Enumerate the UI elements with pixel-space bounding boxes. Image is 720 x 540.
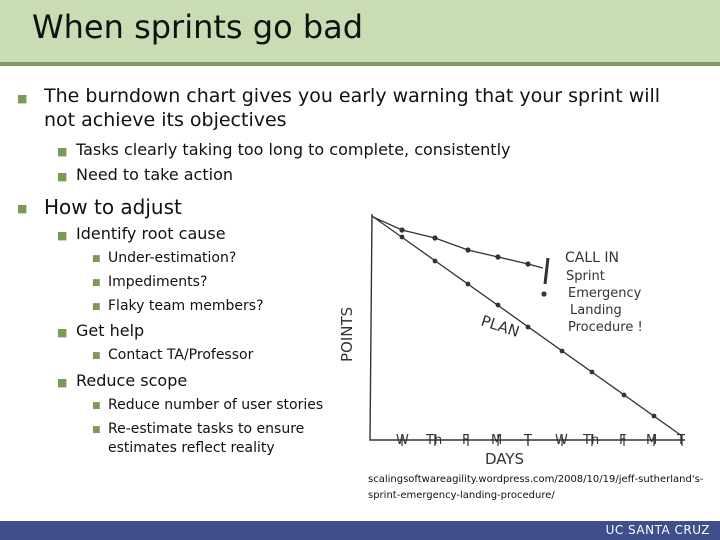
y-axis-label: POINTS — [338, 306, 356, 362]
bullet-square-icon: ■ — [57, 229, 68, 242]
bullet-square-icon: ■ — [57, 376, 68, 389]
bullet-burndown-warning: The burndown chart gives you early warning that your sprint will not achieve its objectives — [44, 85, 661, 131]
plan-label: PLAN — [478, 311, 522, 341]
sub-bullet-identify-root-cause: Identify root cause — [76, 224, 226, 243]
bullet-square-icon: ■ — [57, 145, 68, 158]
plan-point — [652, 414, 657, 419]
actual-line — [373, 217, 543, 268]
plan-point — [466, 282, 471, 287]
item-flaky-team: Flaky team members? — [108, 298, 264, 314]
actual-point — [432, 235, 437, 240]
plan-point — [622, 393, 627, 398]
item-under-estimation: Under-estimation? — [108, 250, 237, 266]
sub-bullet-take-action: Need to take action — [76, 165, 233, 184]
note-line-1: CALL IN — [565, 250, 620, 266]
day-label: Th — [426, 433, 443, 448]
bullet-square-icon: ■ — [92, 425, 101, 435]
item-reduce-stories: Reduce number of user stories — [108, 397, 324, 413]
actual-points — [399, 227, 530, 266]
actual-point — [495, 254, 500, 259]
bullet-how-to-adjust: How to adjust — [44, 195, 182, 219]
actual-point — [399, 227, 404, 232]
day-label: W — [396, 433, 409, 448]
plan-point — [560, 349, 565, 354]
note-line-4: Landing — [570, 303, 622, 318]
bullet-square-icon: ■ — [92, 351, 101, 361]
day-label: F — [619, 433, 627, 448]
day-label: T — [677, 433, 685, 448]
exclamation-dot — [541, 291, 546, 296]
bullet-square-icon: ■ — [17, 92, 28, 105]
day-label: M — [646, 433, 658, 448]
plan-point — [400, 235, 405, 240]
footer-bar — [0, 521, 720, 540]
burndown-sketch-svg — [340, 200, 712, 470]
day-label: F — [462, 433, 470, 448]
bullet-square-icon: ■ — [92, 254, 101, 264]
bullet-square-icon: ■ — [57, 170, 68, 183]
day-label: T — [524, 433, 532, 448]
slide-title: When sprints go bad — [32, 8, 364, 46]
bullet-square-icon: ■ — [92, 302, 101, 312]
sub-bullet-tasks-too-long: Tasks clearly taking too long to complete, consistently — [76, 140, 511, 159]
note-line-2: Sprint — [566, 269, 605, 284]
day-label: W — [555, 433, 568, 448]
note-line-5: Procedure ! — [568, 320, 643, 335]
bullet-square-icon: ■ — [92, 278, 101, 288]
sub-bullet-get-help: Get help — [76, 321, 145, 340]
image-credit: scalingsoftwareagility.wordpress.com/2008/10/19/jeff-sutherland's-sprint-emergency-landing-procedure/ — [368, 474, 704, 501]
bullet-square-icon: ■ — [17, 202, 28, 215]
burndown-sketch — [340, 200, 712, 470]
bullet-square-icon: ■ — [57, 326, 68, 339]
x-axis-label: DAYS — [485, 450, 525, 468]
actual-point — [465, 247, 470, 252]
day-label: Th — [583, 433, 600, 448]
plan-point — [496, 303, 501, 308]
item-contact-ta: Contact TA/Professor — [108, 347, 254, 363]
title-rule — [0, 62, 720, 66]
plan-point — [590, 370, 595, 375]
title-bar — [0, 0, 720, 62]
exclamation-icon — [545, 258, 548, 284]
bullet-square-icon: ■ — [92, 401, 101, 411]
note-line-3: Emergency — [568, 286, 642, 301]
footer-text: UC SANTA CRUZ — [605, 523, 710, 537]
actual-point — [525, 261, 530, 266]
item-re-estimate: Re-estimate tasks to ensure estimates reflect reality — [108, 421, 305, 456]
plan-point — [433, 259, 438, 264]
sub-bullet-reduce-scope: Reduce scope — [76, 371, 188, 390]
plan-point — [526, 325, 531, 330]
day-label: M — [491, 433, 503, 448]
item-impediments: Impediments? — [108, 274, 208, 290]
